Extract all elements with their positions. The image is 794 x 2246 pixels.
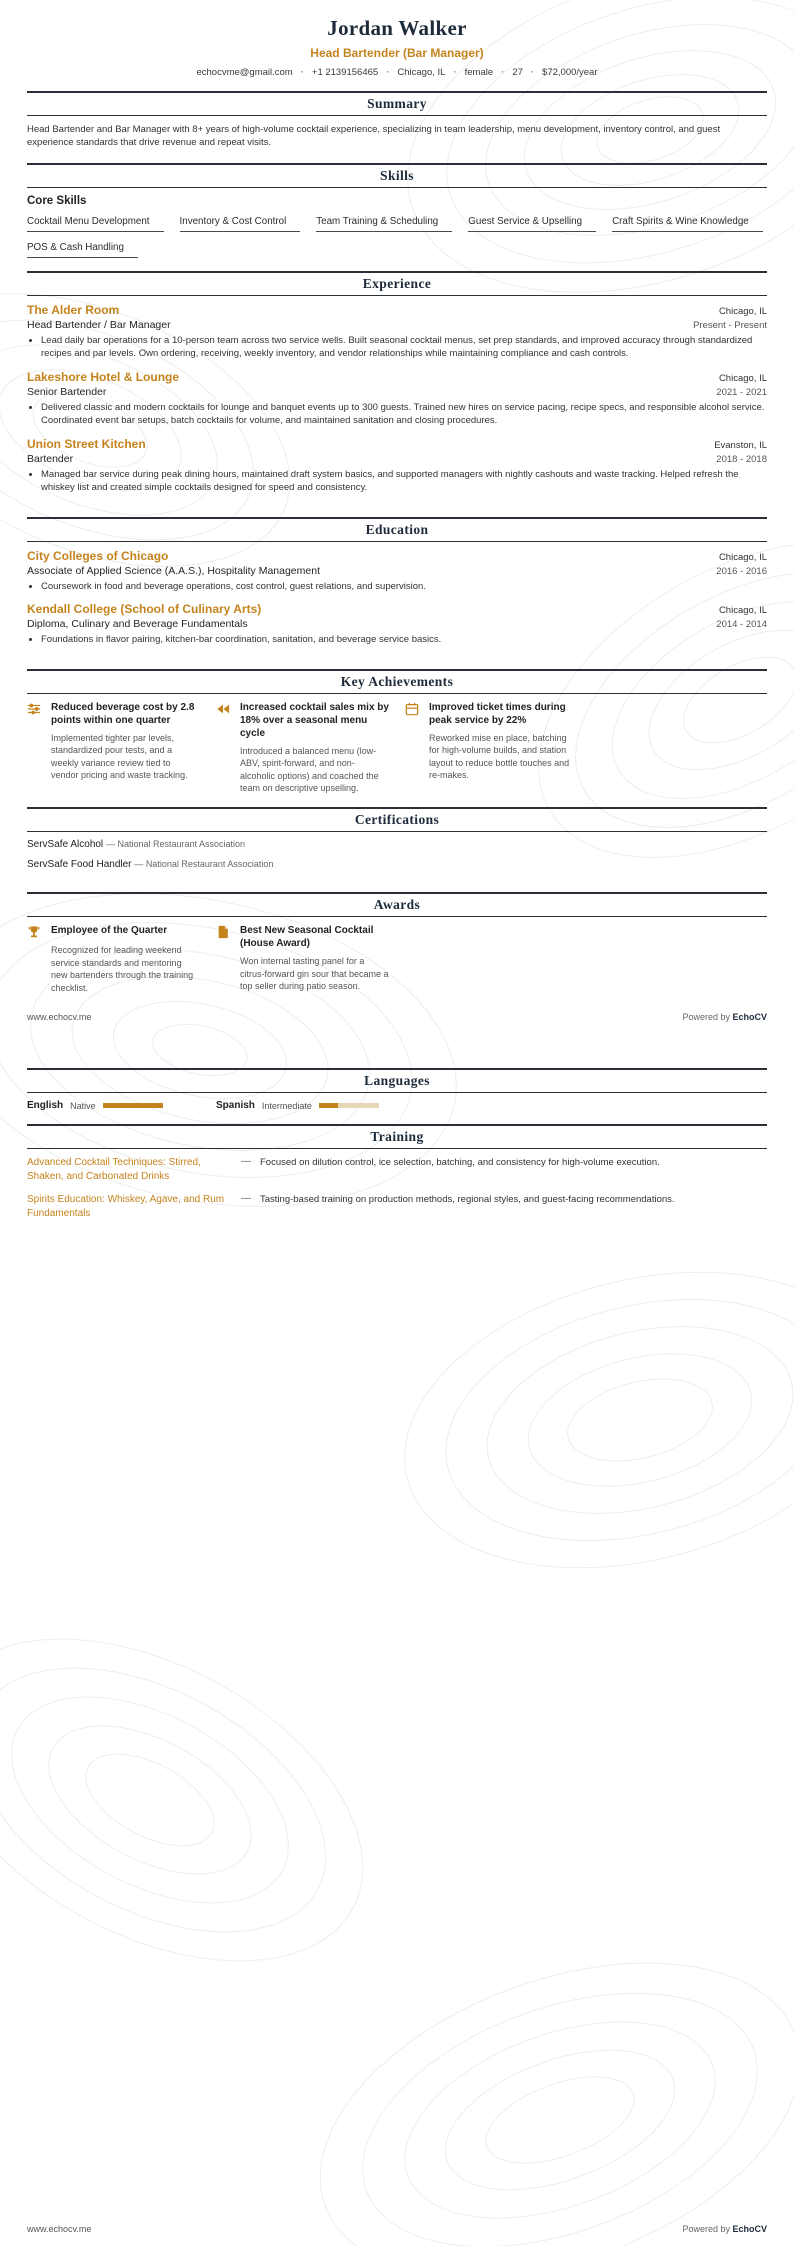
achievements-grid bbox=[27, 701, 767, 795]
language-level: Intermediate bbox=[261, 1100, 312, 1111]
certification-separator: — bbox=[105, 839, 115, 850]
award-title: Best New Seasonal Cocktail (House Award) bbox=[240, 925, 374, 950]
footer-powered-by: Powered by bbox=[682, 2224, 730, 2234]
section-awards bbox=[27, 892, 767, 994]
school-name: Kendall College (School of Culinary Arts) bbox=[27, 602, 262, 617]
certification-name: ServSafe Alcohol bbox=[27, 839, 104, 851]
job-bullet: • Lead daily bar operations for a 10-person team across two service wells. Built seasonal cocktail menus, set prep standards, and improved accuracy through standardized recipes and par levels. Own ordering, receiving, weekly inventory, and vendor relationships while maintaining compliance and cash controls. bbox=[41, 334, 767, 361]
school-name: City Colleges of Chicago bbox=[27, 548, 169, 563]
summary-text: Head Bartender and Bar Manager with 8+ years of high-volume cocktail experience, specializing in team leadership, menu development, inventory control, and guest experience standards that drive revenue and repeat visits. bbox=[27, 124, 721, 149]
key-achievements-heading: Key Achievements bbox=[340, 673, 454, 689]
section-education bbox=[27, 517, 767, 656]
company-name: The Alder Room bbox=[27, 302, 120, 317]
certification-item bbox=[27, 859, 767, 870]
contact-location: Chicago, IL bbox=[397, 67, 446, 78]
job-dates: Present - Present bbox=[693, 319, 767, 331]
achievement-title: Increased cocktail sales mix by 18% over a seasonal menu cycle bbox=[240, 701, 389, 739]
training-heading: Training bbox=[370, 1129, 424, 1145]
language-name: English bbox=[27, 1100, 64, 1112]
languages-heading: Languages bbox=[364, 1073, 430, 1089]
skill-item: Inventory & Cost Control bbox=[180, 215, 301, 232]
training-separator: — bbox=[241, 1156, 251, 1168]
school-location: Chicago, IL bbox=[718, 551, 767, 563]
achievement-title: Improved ticket times during peak service by 22% bbox=[429, 701, 566, 726]
section-heading-summary bbox=[27, 91, 767, 116]
school-location: Chicago, IL bbox=[718, 605, 767, 617]
resume-header bbox=[27, 16, 767, 78]
achievement-description: Introduced a balanced menu (low-ABV, spirit-forward, and non-alcoholic options) and coached the team on descriptive upselling. bbox=[240, 745, 379, 794]
section-heading-skills bbox=[27, 163, 767, 188]
job-bullet: • Delivered classic and modern cocktails for lounge and banquet events up to 300 guests. Trained new hires on service pacing, recipe specs, and responsible alcohol service. Coordinated event bar setups, batch cocktails for volume, and maintained sanitation and closing procedures. bbox=[41, 401, 767, 428]
contact-separator: · bbox=[300, 67, 304, 78]
section-experience bbox=[27, 271, 767, 504]
contact-line bbox=[27, 67, 767, 78]
footer-brand-link[interactable]: EchoCV bbox=[732, 1012, 767, 1023]
awards-heading: Awards bbox=[373, 897, 421, 913]
certification-issuer: National Restaurant Association bbox=[145, 859, 274, 870]
section-summary bbox=[27, 91, 767, 150]
section-heading-key-achievements bbox=[27, 669, 767, 694]
company-name: Union Street Kitchen bbox=[27, 436, 146, 451]
job-dates: 2021 - 2021 bbox=[716, 386, 767, 398]
skill-item: Craft Spirits & Wine Knowledge bbox=[612, 215, 763, 232]
achievement-title: Reduced beverage cost by 2.8 points within one quarter bbox=[51, 701, 195, 726]
language-item bbox=[216, 1100, 389, 1111]
contact-separator: · bbox=[501, 67, 505, 78]
achievement-description: Implemented tighter par levels, standardized pour tests, and a weekly variance review tied to vendor pricing and waste tracking. bbox=[51, 732, 188, 781]
page-footer bbox=[27, 2224, 767, 2234]
certification-name: ServSafe Food Handler bbox=[27, 859, 132, 871]
experience-entry bbox=[27, 437, 767, 495]
language-item bbox=[27, 1100, 200, 1111]
awards-grid bbox=[27, 924, 767, 994]
section-skills bbox=[27, 163, 767, 258]
company-location: Chicago, IL bbox=[718, 372, 767, 384]
language-progress-bar bbox=[319, 1103, 379, 1108]
page-footer bbox=[27, 1012, 767, 1022]
sliders-icon bbox=[27, 701, 42, 727]
skill-item: Guest Service & Upselling bbox=[468, 215, 596, 232]
award-description: Recognized for leading weekend service standards and mentoring new bartenders through the training checklist. bbox=[51, 945, 194, 993]
language-progress-bar bbox=[103, 1103, 163, 1108]
certification-separator: — bbox=[134, 859, 144, 870]
contact-separator: · bbox=[386, 67, 390, 78]
skills-list bbox=[27, 215, 767, 258]
contact-salary: $72,000/year bbox=[542, 67, 598, 78]
job-role: Bartender bbox=[27, 452, 74, 465]
skills-heading: Skills bbox=[380, 167, 414, 183]
experience-heading: Experience bbox=[362, 275, 432, 291]
candidate-title: Head Bartender (Bar Manager) bbox=[310, 46, 484, 60]
education-bullet: • Foundations in flavor pairing, kitchen-bar coordination, sanitation, and beverage service basics. bbox=[41, 633, 767, 646]
trophy-icon bbox=[27, 924, 42, 939]
candidate-name: Jordan Walker bbox=[327, 16, 467, 40]
languages-grid bbox=[27, 1100, 767, 1111]
training-title: Spirits Education: Whiskey, Agave, and Rum Fundamentals bbox=[27, 1194, 225, 1219]
education-entry bbox=[27, 549, 767, 593]
certifications-heading: Certifications bbox=[354, 812, 440, 828]
education-bullet: • Coursework in food and beverage operations, cost control, guest relations, and supervision. bbox=[41, 580, 767, 593]
experience-entry bbox=[27, 370, 767, 428]
training-title: Advanced Cocktail Techniques: Stirred, Shaken, and Carbonated Drinks bbox=[27, 1157, 201, 1182]
section-heading-education bbox=[27, 517, 767, 542]
award-card bbox=[216, 924, 389, 994]
language-progress-fill bbox=[103, 1103, 163, 1108]
contact-age: 27 bbox=[512, 67, 523, 78]
award-title: Employee of the Quarter bbox=[51, 925, 168, 937]
skill-item: Cocktail Menu Development bbox=[27, 215, 164, 232]
achievement-card bbox=[405, 701, 578, 795]
job-role: Head Bartender / Bar Manager bbox=[27, 318, 171, 331]
footer-site-link[interactable]: www.echocv.me bbox=[27, 1012, 92, 1023]
calendar-icon bbox=[405, 701, 420, 727]
summary-heading: Summary bbox=[367, 96, 427, 111]
training-description: Focused on dilution control, ice selection, batching, and consistency for high-volume execution. bbox=[260, 1157, 660, 1169]
training-item bbox=[27, 1156, 767, 1183]
achievement-card bbox=[27, 701, 200, 795]
footer-brand-link[interactable]: EchoCV bbox=[732, 2224, 767, 2234]
language-level: Native bbox=[70, 1100, 96, 1111]
education-entry bbox=[27, 602, 767, 646]
section-certifications bbox=[27, 807, 767, 879]
degree: Diploma, Culinary and Beverage Fundamentals bbox=[27, 618, 248, 631]
contact-email[interactable]: echocvme@gmail.com bbox=[196, 67, 293, 78]
section-key-achievements bbox=[27, 669, 767, 795]
section-heading-certifications bbox=[27, 807, 767, 832]
section-heading-languages bbox=[27, 1068, 767, 1093]
company-location: Chicago, IL bbox=[718, 305, 767, 317]
contact-gender: female bbox=[464, 67, 494, 78]
job-role: Senior Bartender bbox=[27, 385, 107, 398]
contact-separator: · bbox=[530, 67, 535, 78]
training-separator: — bbox=[241, 1193, 251, 1205]
section-training bbox=[27, 1124, 767, 1230]
section-heading-awards bbox=[27, 892, 767, 917]
award-card bbox=[27, 924, 200, 994]
skill-item: POS & Cash Handling bbox=[27, 241, 138, 258]
achievement-card bbox=[216, 701, 389, 795]
award-description: Won internal tasting panel for a citrus-forward gin sour that became a top seller during patio season. bbox=[240, 956, 389, 992]
contact-separator: · bbox=[453, 67, 457, 78]
section-heading-training bbox=[27, 1124, 767, 1149]
certification-item bbox=[27, 839, 767, 850]
company-name: Lakeshore Hotel & Lounge bbox=[27, 369, 180, 384]
footer-powered-by: Powered by bbox=[682, 1012, 730, 1023]
certification-issuer: National Restaurant Association bbox=[117, 839, 246, 850]
skill-item: Team Training & Scheduling bbox=[316, 215, 452, 232]
contact-phone: +1 2139156465 bbox=[311, 67, 379, 78]
education-dates: 2016 - 2016 bbox=[716, 565, 767, 577]
job-bullet: • Managed bar service during peak dining hours, maintained draft system basics, and supported managers with nightly cashouts and waste tracking. Helped refresh the whiskey list and created simple cocktails designed for speed and consistency. bbox=[41, 468, 767, 495]
education-dates: 2014 - 2014 bbox=[716, 619, 767, 631]
section-heading-experience bbox=[27, 271, 767, 296]
footer-site-link[interactable]: www.echocv.me bbox=[27, 2224, 92, 2234]
training-description: Tasting-based training on production methods, regional styles, and guest-facing recommendations. bbox=[260, 1194, 675, 1206]
degree: Associate of Applied Science (A.A.S.), Hospitality Management bbox=[27, 564, 320, 577]
language-progress-fill bbox=[319, 1103, 338, 1108]
section-languages bbox=[27, 1068, 767, 1111]
skills-group-title: Core Skills bbox=[27, 194, 87, 207]
education-heading: Education bbox=[365, 521, 429, 537]
job-dates: 2018 - 2018 bbox=[716, 453, 767, 465]
certificate-icon bbox=[216, 924, 231, 950]
company-location: Evanston, IL bbox=[714, 439, 767, 451]
language-name: Spanish bbox=[216, 1100, 255, 1112]
training-item bbox=[27, 1193, 767, 1220]
experience-entry bbox=[27, 303, 767, 361]
achievement-description: Reworked mise en place, batching for high-volume builds, and station layout to reduce bottle touches and re-makes. bbox=[429, 732, 570, 781]
rewind-icon bbox=[216, 701, 231, 740]
